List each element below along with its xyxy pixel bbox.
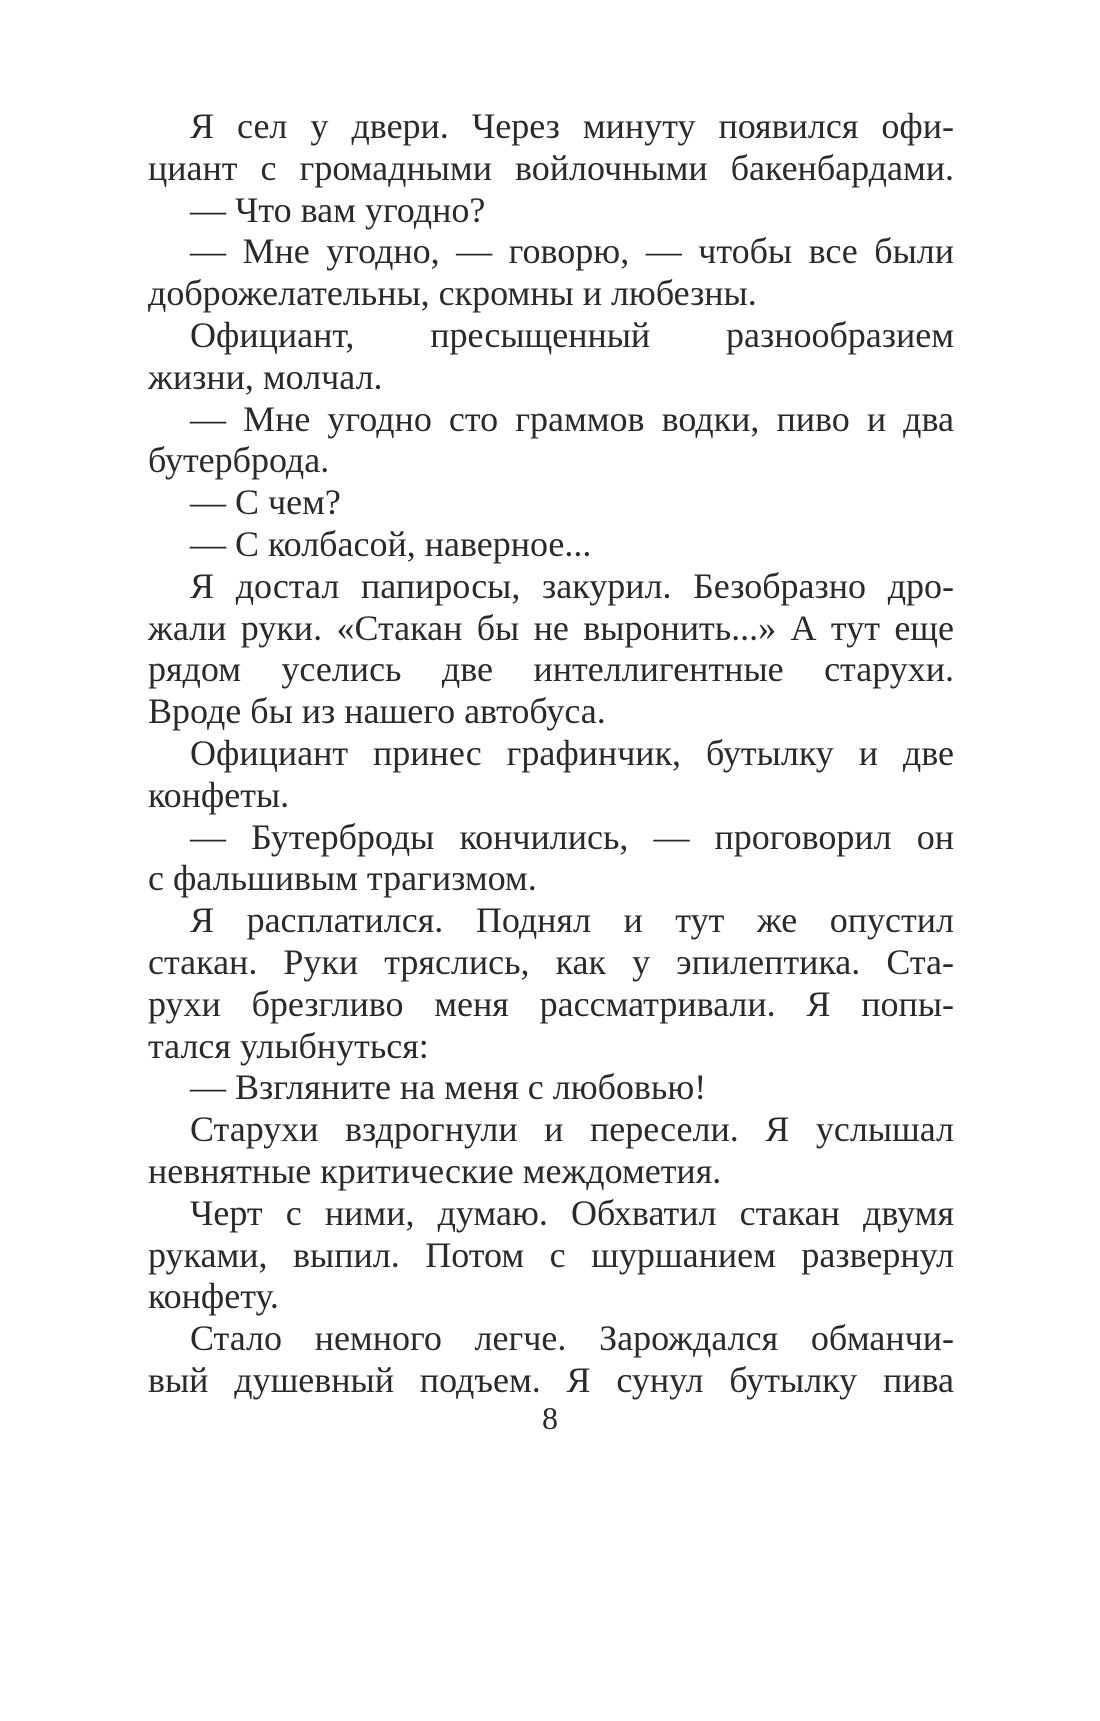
text-line: — Бутерброды кончились, — проговорил он [190,816,954,857]
text-line: Старухи вздрогнули и пересели. Я услышал [190,1109,954,1150]
text-line: Я расплатился. Поднял и тут же опустил [190,900,954,941]
text-line: — Мне угодно, — говорю, — чтобы все были [190,231,954,272]
text-line: Стало немного легче. Зарождался обманчи- [190,1318,954,1359]
text-line: — Мне угодно сто граммов водки, пиво и два [190,398,954,439]
text-line: Черт с ними, думаю. Обхватил стакан двумя [190,1192,954,1233]
text-line: Официант принес графинчик, бутылку и две [190,732,954,773]
text-line: вый душевный подъем. Я сунул бутылку пива [148,1359,954,1400]
text-line: конфету. [148,1276,279,1317]
text-line: — С чем? [190,482,341,523]
text-line: Я сел у двери. Через минуту появился офи- [190,106,954,146]
text-line: Вроде бы из нашего автобуса. [148,691,606,732]
text-line: конфеты. [148,774,290,815]
page-number: 8 [542,1400,558,1436]
text-line: доброжелательны, скромны и любезны. [148,273,757,314]
text-line: стакан. Руки тряслись, как у эпилептика. Ста- [148,941,954,982]
text-line: тался улыбнуться: [148,1025,429,1066]
text-line: жизни, молчал. [148,356,383,397]
text-line: невнятные критические междометия. [148,1150,722,1191]
text-line: — Что вам угодно? [190,189,486,230]
text-line: руками, выпил. Потом с шуршанием развернул [148,1234,954,1275]
body-text [148,106,954,1402]
text-line: — Взгляните на меня с любовью! [190,1067,707,1108]
text-line: с фальшивым трагизмом. [148,858,537,899]
text-line: циант с громадными войлочными бакенбардами. [148,147,954,188]
text-line: рядом уселись две интеллигентные старухи. [148,649,954,690]
text-line: бутерброда. [148,440,330,481]
text-line: — С колбасой, наверное... [190,523,592,564]
text-line: Я достал папиросы, закурил. Безобразно дро- [190,565,954,606]
text-line: рухи брезгливо меня рассматривали. Я попы- [148,983,954,1024]
text-line: жали руки. «Стакан бы не выронить...» А тут еще [148,607,954,648]
text-line: Официант, пресыщенный разнообразием [190,314,954,355]
